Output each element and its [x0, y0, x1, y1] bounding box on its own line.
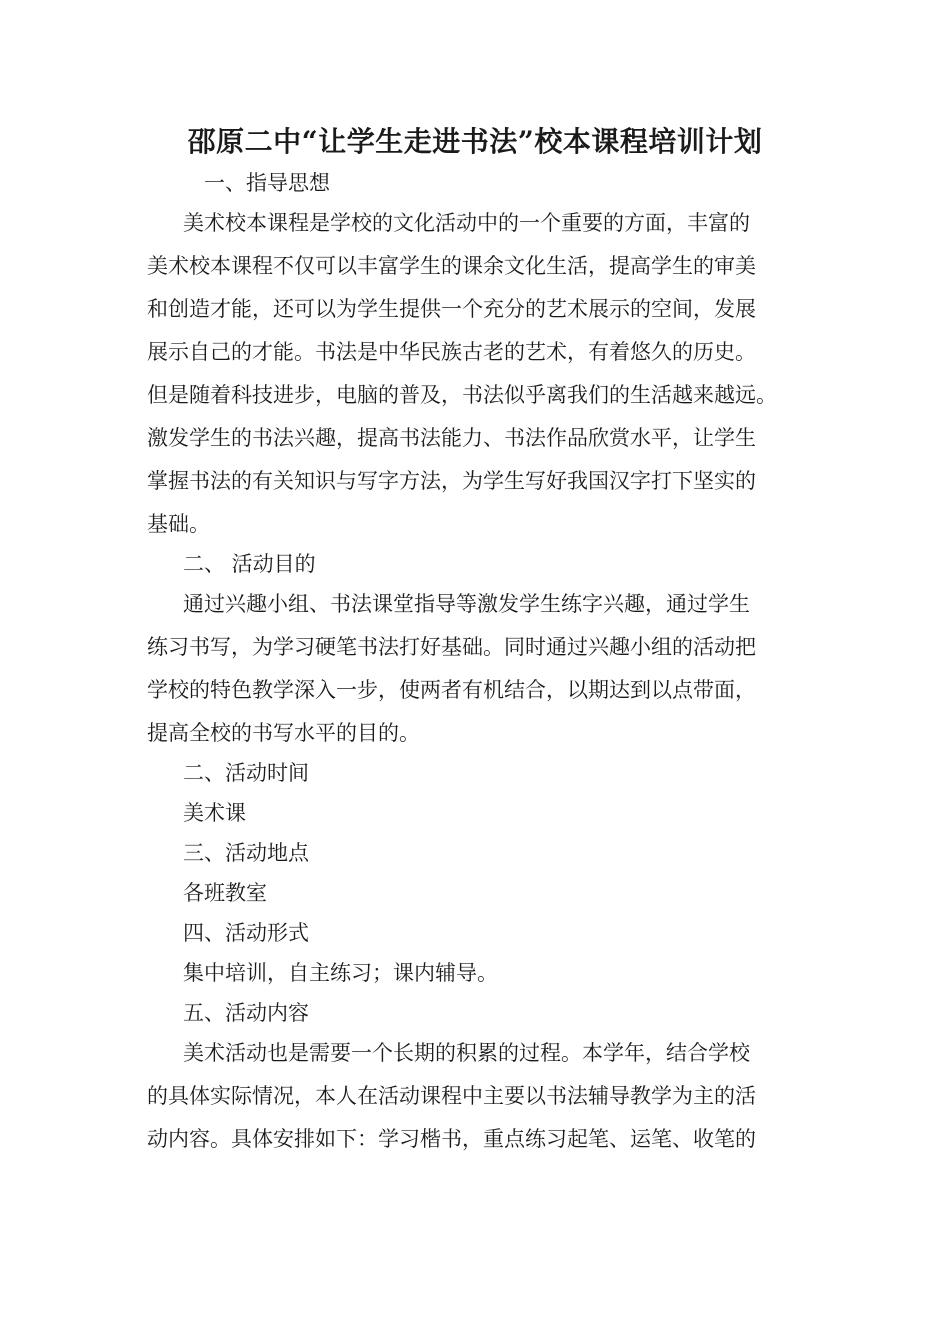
paragraph-line: 学校的特色教学深入一步，使两者有机结合，以期达到以点带面，: [147, 678, 756, 702]
paragraph-line: 集中培训，自主练习；课内辅导。: [183, 961, 498, 985]
paragraph-line: 美术校本课程不仅可以丰富学生的课余文化生活，提高学生的审美: [147, 254, 756, 278]
section-heading-activity-purpose: 二、 活动目的: [183, 552, 316, 576]
paragraph-line: 美术课: [183, 801, 246, 825]
paragraph-line: 美术校本课程是学校的文化活动中的一个重要的方面，丰富的: [183, 211, 750, 235]
section-heading-activity-content: 五、活动内容: [183, 1001, 309, 1025]
paragraph-line: 提高全校的书写水平的目的。: [147, 721, 420, 745]
paragraph-line: 基础。: [147, 512, 210, 536]
paragraph-line: 和创造才能，还可以为学生提供一个充分的艺术展示的空间，发展: [147, 297, 756, 321]
section-heading-activity-form: 四、活动形式: [183, 921, 309, 945]
paragraph-line: 通过兴趣小组、书法课堂指导等激发学生练字兴趣，通过学生: [183, 592, 750, 616]
section-heading-activity-location: 三、活动地点: [183, 841, 309, 865]
section-heading-activity-time: 二、活动时间: [183, 761, 309, 785]
paragraph-line: 掌握书法的有关知识与写字方法，为学生写好我国汉字打下坚实的: [147, 469, 756, 493]
document-title: 邵原二中“让学生走进书法”校本课程培训计划: [187, 125, 763, 158]
paragraph-line: 的具体实际情况，本人在活动课程中主要以书法辅导教学为主的活: [147, 1084, 756, 1108]
paragraph-line: 各班教室: [183, 881, 267, 905]
section-heading-guiding-ideology: 一、指导思想: [204, 171, 330, 195]
paragraph-line: 但是随着科技进步，电脑的普及，书法似乎离我们的生活越来越远。: [147, 383, 777, 407]
paragraph-line: 展示自己的才能。书法是中华民族古老的艺术，有着悠久的历史。: [147, 340, 756, 364]
paragraph-line: 美术活动也是需要一个长期的积累的过程。本学年，结合学校: [183, 1041, 750, 1065]
paragraph-line: 动内容。具体安排如下：学习楷书，重点练习起笔、运笔、收笔的: [147, 1127, 756, 1151]
paragraph-line: 激发学生的书法兴趣，提高书法能力、书法作品欣赏水平，让学生: [147, 426, 756, 450]
paragraph-line: 练习书写，为学习硬笔书法打好基础。同时通过兴趣小组的活动把: [147, 635, 756, 659]
